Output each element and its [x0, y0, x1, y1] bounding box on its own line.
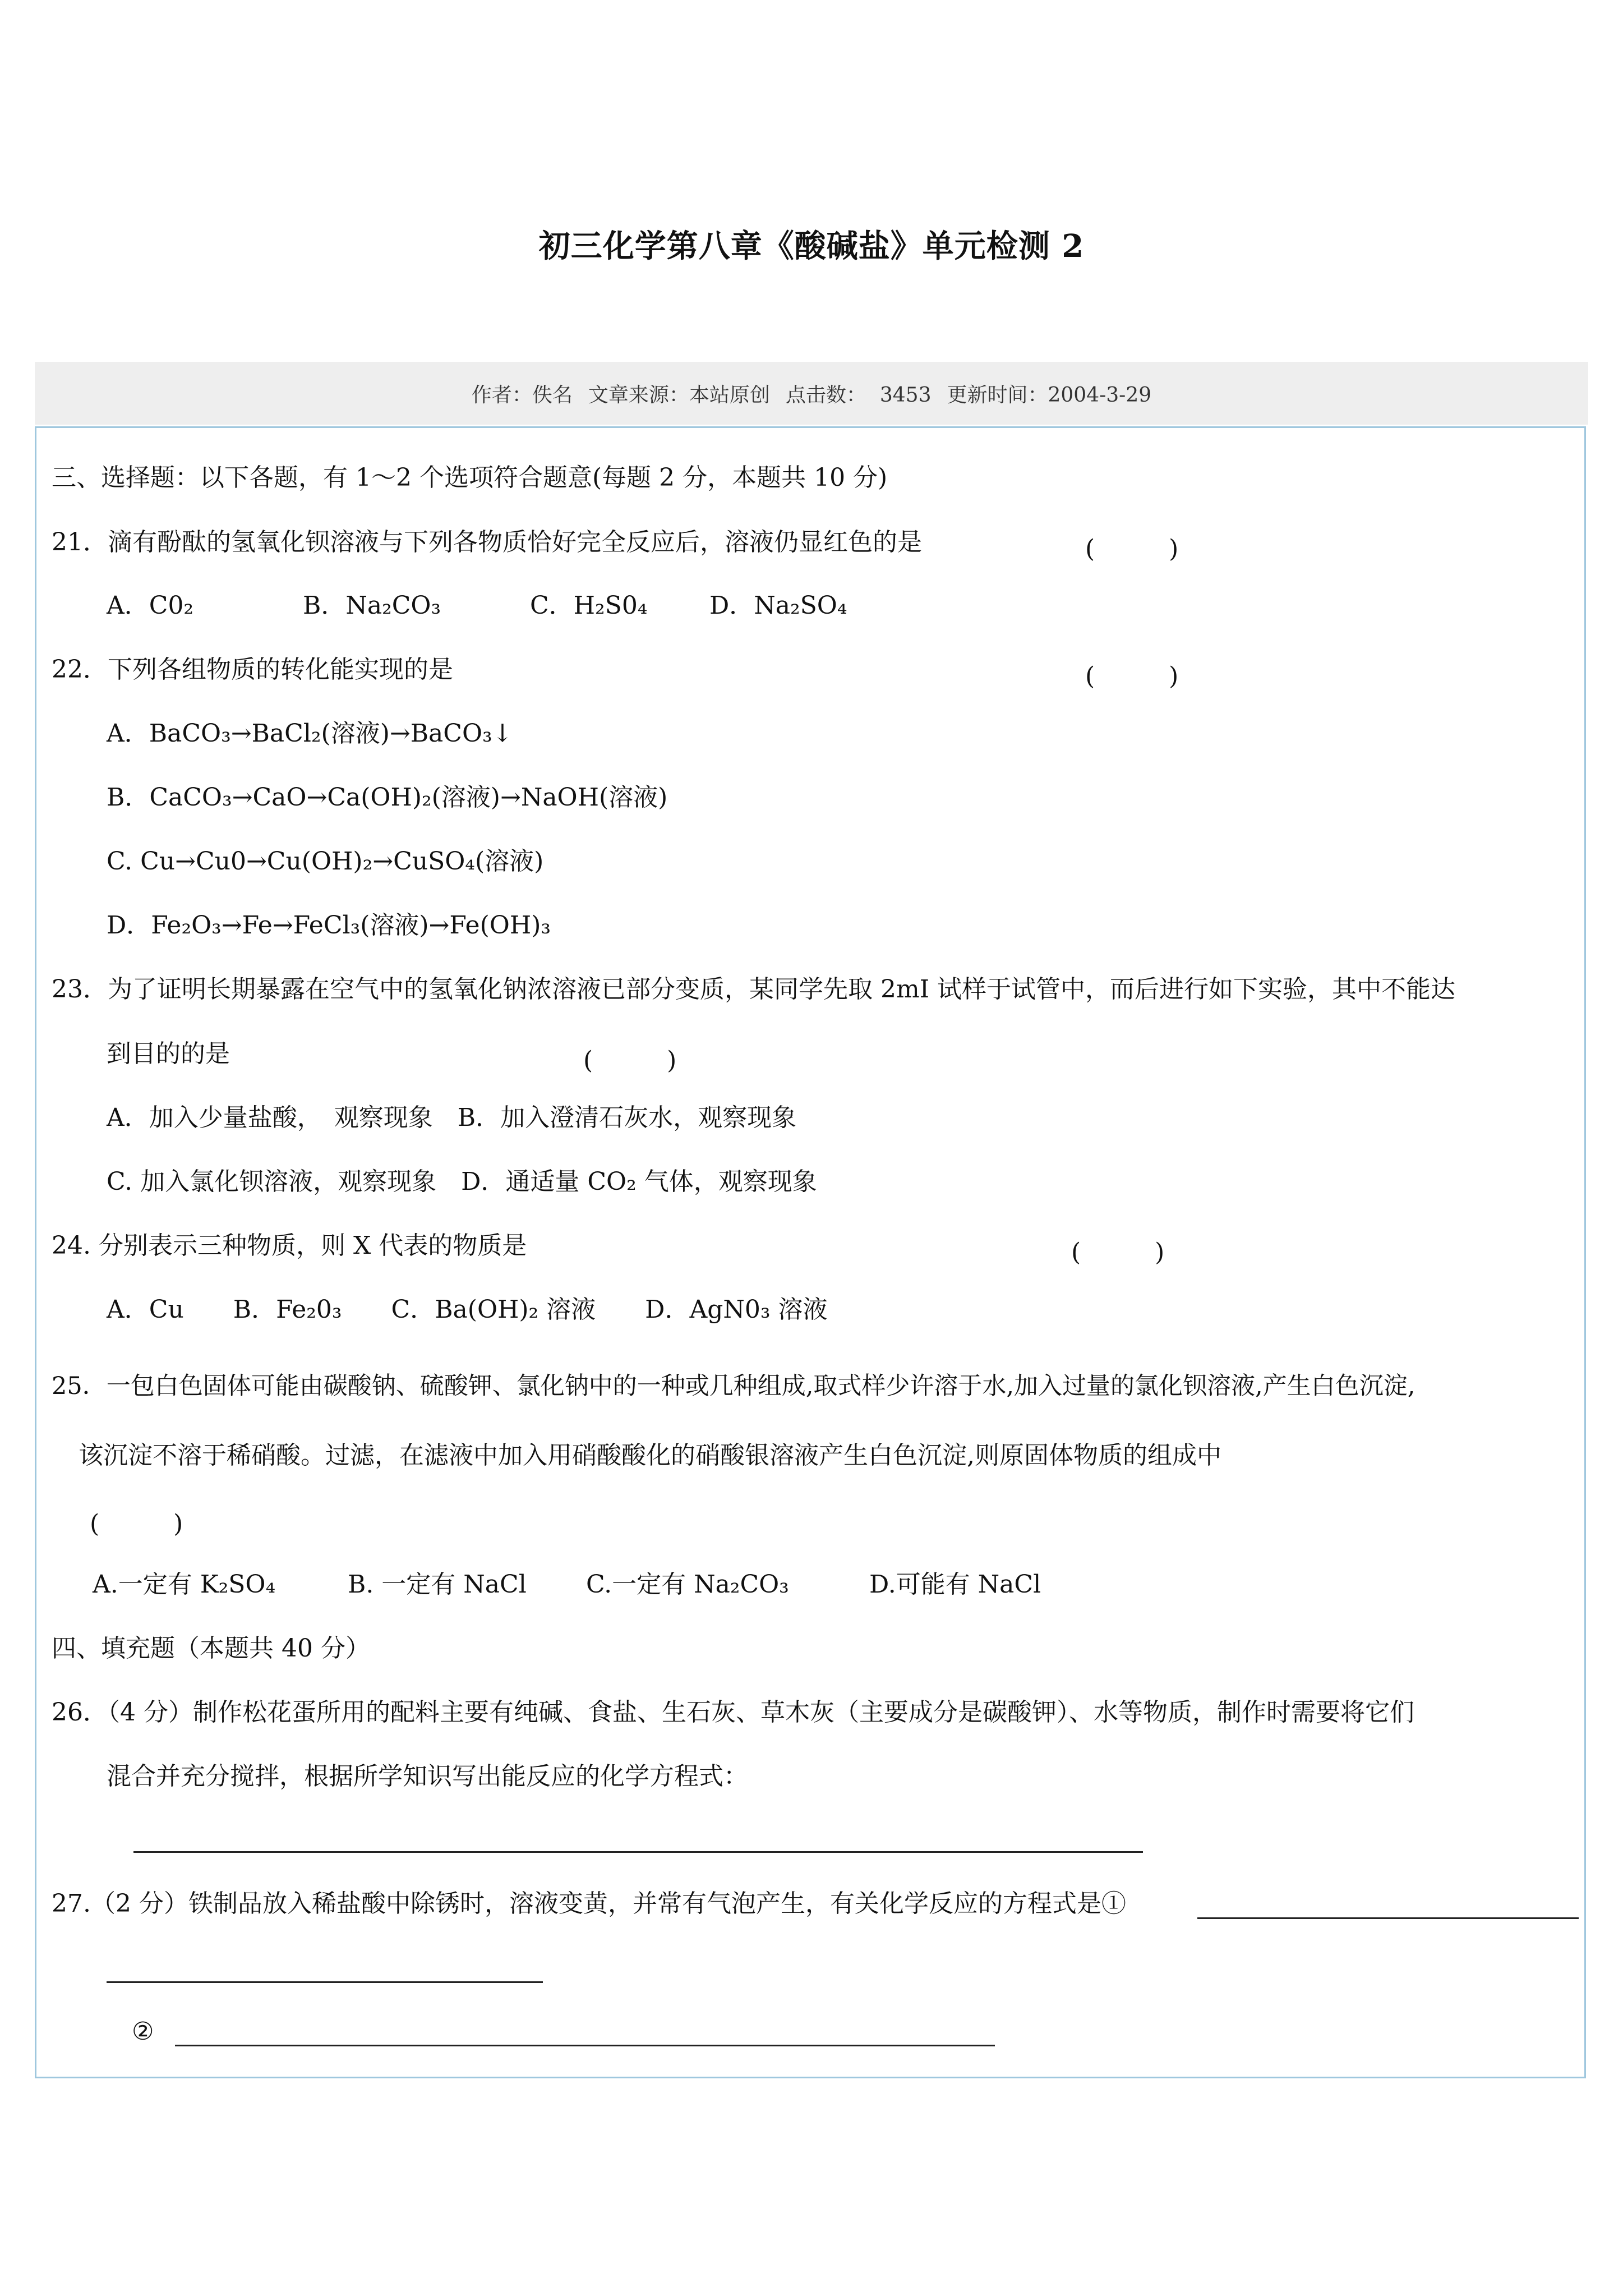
- q25-answer-paren: ( ): [90, 1510, 183, 1538]
- author: 作者：佚名: [471, 383, 573, 407]
- q25-stem-line1: 25．一包白色固体可能由碳酸钠、硫酸钾、氯化钠中的一种或几种组成,取式样少许溶于水,加入过量的氯化钡溶液,产生白色沉淀,: [52, 1372, 1415, 1400]
- update-time: 更新时间：2004-3-29: [947, 383, 1152, 407]
- q23-answer-paren: ( ): [583, 1046, 677, 1075]
- section4-heading: 四、填充题（本题共 40 分）: [52, 1634, 370, 1663]
- q27-answer-blank-1b[interactable]: [107, 1981, 543, 1983]
- q27-stem: 27.（2 分）铁制品放入稀盐酸中除锈时，溶液变黄，并常有气泡产生，有关化学反应的方程式是①: [52, 1889, 1126, 1918]
- q23-stem-line2: 到目的的是: [107, 1039, 230, 1068]
- q24-answer-paren: ( ): [1071, 1238, 1165, 1267]
- q27-answer-blank-2[interactable]: [175, 2045, 995, 2046]
- q23-options-ab: A．加入少量盐酸， 观察现象 B．加入澄清石灰水，观察现象: [107, 1103, 797, 1132]
- q25-option-b: B. 一定有 NaCl: [348, 1570, 527, 1599]
- q22-stem: 22．下列各组物质的转化能实现的是: [52, 655, 453, 684]
- q25-option-d: D.可能有 NaCl: [869, 1570, 1041, 1599]
- q24-stem: 24. 分别表示三种物质，则 X 代表的物质是: [52, 1231, 527, 1260]
- q22-option-b: B．CaCO₃→CaO→Ca(OH)₂(溶液)→NaOH(溶液): [107, 783, 668, 812]
- q21-answer-paren: ( ): [1085, 535, 1179, 563]
- q22-option-c: C. Cu→Cu0→Cu(OH)₂→CuSO₄(溶液): [107, 847, 544, 876]
- q21-option-a: A．C0₂: [107, 591, 194, 620]
- q27-mark-2: ②: [132, 2017, 154, 2046]
- q22-option-d: D．Fe₂O₃→Fe→FeCl₃(溶液)→Fe(OH)₃: [107, 911, 551, 940]
- source: 文章来源：本站原创: [588, 383, 770, 407]
- q21-stem: 21．滴有酚酞的氢氧化钡溶液与下列各物质恰好完全反应后，溶液仍显红色的是: [52, 528, 922, 556]
- q21-option-c: C．H₂S0₄: [530, 591, 648, 620]
- q23-stem-line1: 23．为了证明长期暴露在空气中的氢氧化钠浓溶液已部分变质，某同学先取 2mI 试样于试管中，而后进行如下实验，其中不能达: [52, 975, 1456, 1004]
- q25-option-a: A.一定有 K₂SO₄: [93, 1570, 276, 1599]
- q23-options-cd: C. 加入氯化钡溶液，观察现象 D．通适量 CO₂ 气体，观察现象: [107, 1167, 817, 1196]
- q25-stem-line2: 该沉淀不溶于稀硝酸。过滤，在滤液中加入用硝酸酸化的硝酸银溶液产生白色沉淀,则原固体物质的组成中: [79, 1441, 1221, 1470]
- section3-heading: 三、选择题：以下各题，有 1～2 个选项符合题意(每题 2 分，本题共 10 分): [52, 463, 888, 492]
- article-meta-bar: [35, 362, 1588, 425]
- q24-options: A．Cu B．Fe₂0₃ C．Ba(OH)₂ 溶液 D．AgN0₃ 溶液: [107, 1295, 828, 1324]
- q22-answer-paren: ( ): [1085, 662, 1179, 691]
- q26-stem-line1: 26．（4 分）制作松花蛋所用的配料主要有纯碱、食盐、生石灰、草木灰（主要成分是碳酸钾）、水等物质，制作时需要将它们: [52, 1698, 1414, 1727]
- q21-option-d: D．Na₂SO₄: [709, 591, 847, 620]
- click-count: 点击数： 3453: [785, 383, 932, 407]
- page-title: 初三化学第八章《酸碱盐》单元检测 2: [538, 228, 1085, 265]
- q27-answer-blank-1a[interactable]: [1197, 1917, 1579, 1919]
- q25-option-c: C.一定有 Na₂CO₃: [586, 1570, 789, 1599]
- q26-answer-blank[interactable]: [133, 1851, 1143, 1853]
- q26-stem-line2: 混合并充分搅拌，根据所学知识写出能反应的化学方程式：: [107, 1762, 748, 1791]
- q22-option-a: A．BaCO₃→BaCl₂(溶液)→BaCO₃↓: [107, 719, 513, 748]
- q21-option-b: B．Na₂CO₃: [303, 591, 441, 620]
